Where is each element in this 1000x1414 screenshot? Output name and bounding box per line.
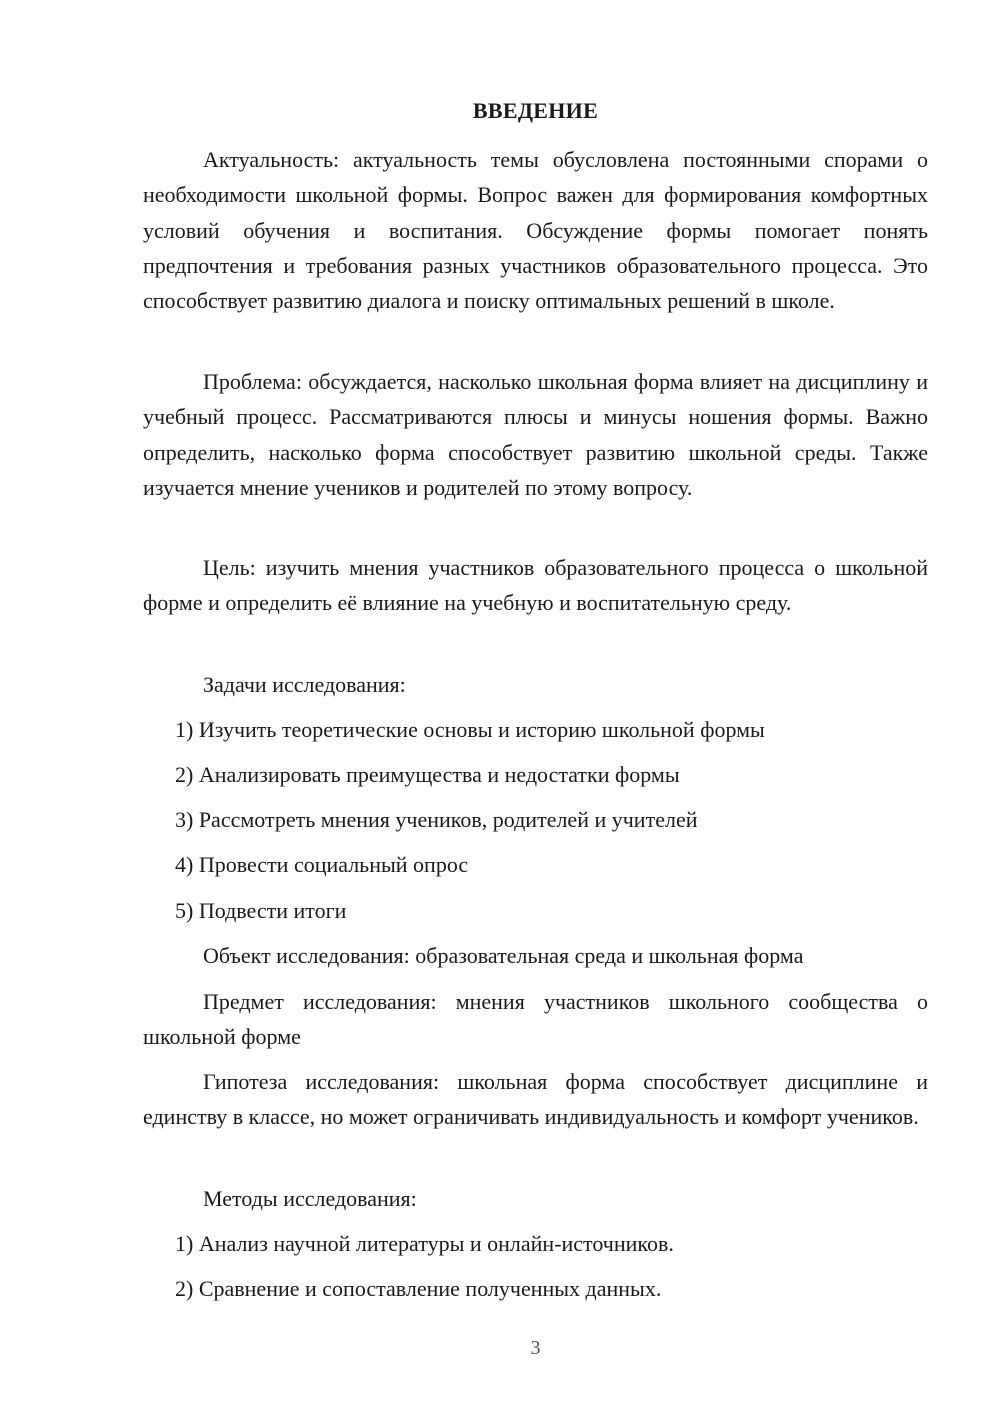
task-item-1: 1) Изучить теоретические основы и историю школьной формы (175, 717, 765, 742)
subject-paragraph: Предмет исследования: мнения участников школьного сообщества о школьной форме (143, 989, 928, 1050)
page-title: ВВЕДЕНИЕ (472, 98, 599, 123)
task-item-2: 2) Анализировать преимущества и недостатки формы (175, 762, 680, 787)
tasks-title: Задачи исследования: (203, 672, 406, 697)
relevance-paragraph: Актуальность: актуальность темы обусловлена постоянными спорами о необходимости школьной формы. Вопрос важен для формирования комфортных условий обучения и воспитания. Обсуждение формы помогает понять предпочтения и требования разных участников образовательного процесса. Это способствует развитию диалога и поиску оптимальных решений в школе. (143, 147, 928, 314)
task-item-5: 5) Подвести итоги (175, 898, 347, 923)
hypothesis-paragraph: Гипотеза исследования: школьная форма способствует дисциплине и единству в классе, но может ограничивать индивидуальность и комфорт учеников. (143, 1069, 928, 1130)
method-item-1: 1) Анализ научной литературы и онлайн-источников. (175, 1231, 674, 1256)
object-line: Объект исследования: образовательная среда и школьная форма (203, 943, 804, 968)
problem-paragraph: Проблема: обсуждается, насколько школьная форма влияет на дисциплину и учебный процесс. Рассматриваются плюсы и минусы ношения формы. Важно определить, насколько форма способствует развитию школьной среды. Также изучается мнение учеников и родителей по этому вопросу. (143, 369, 928, 500)
task-item-4: 4) Провести социальный опрос (175, 852, 469, 877)
goal-paragraph: Цель: изучить мнения участников образовательного процесса о школьной форме и определить её влияние на учебную и воспитательную среду. (143, 555, 928, 616)
task-item-3: 3) Рассмотреть мнения учеников, родителей и учителей (175, 807, 698, 832)
methods-title: Методы исследования: (203, 1186, 417, 1211)
page-number: 3 (530, 1337, 541, 1359)
method-item-2: 2) Сравнение и сопоставление полученных данных. (175, 1276, 662, 1301)
